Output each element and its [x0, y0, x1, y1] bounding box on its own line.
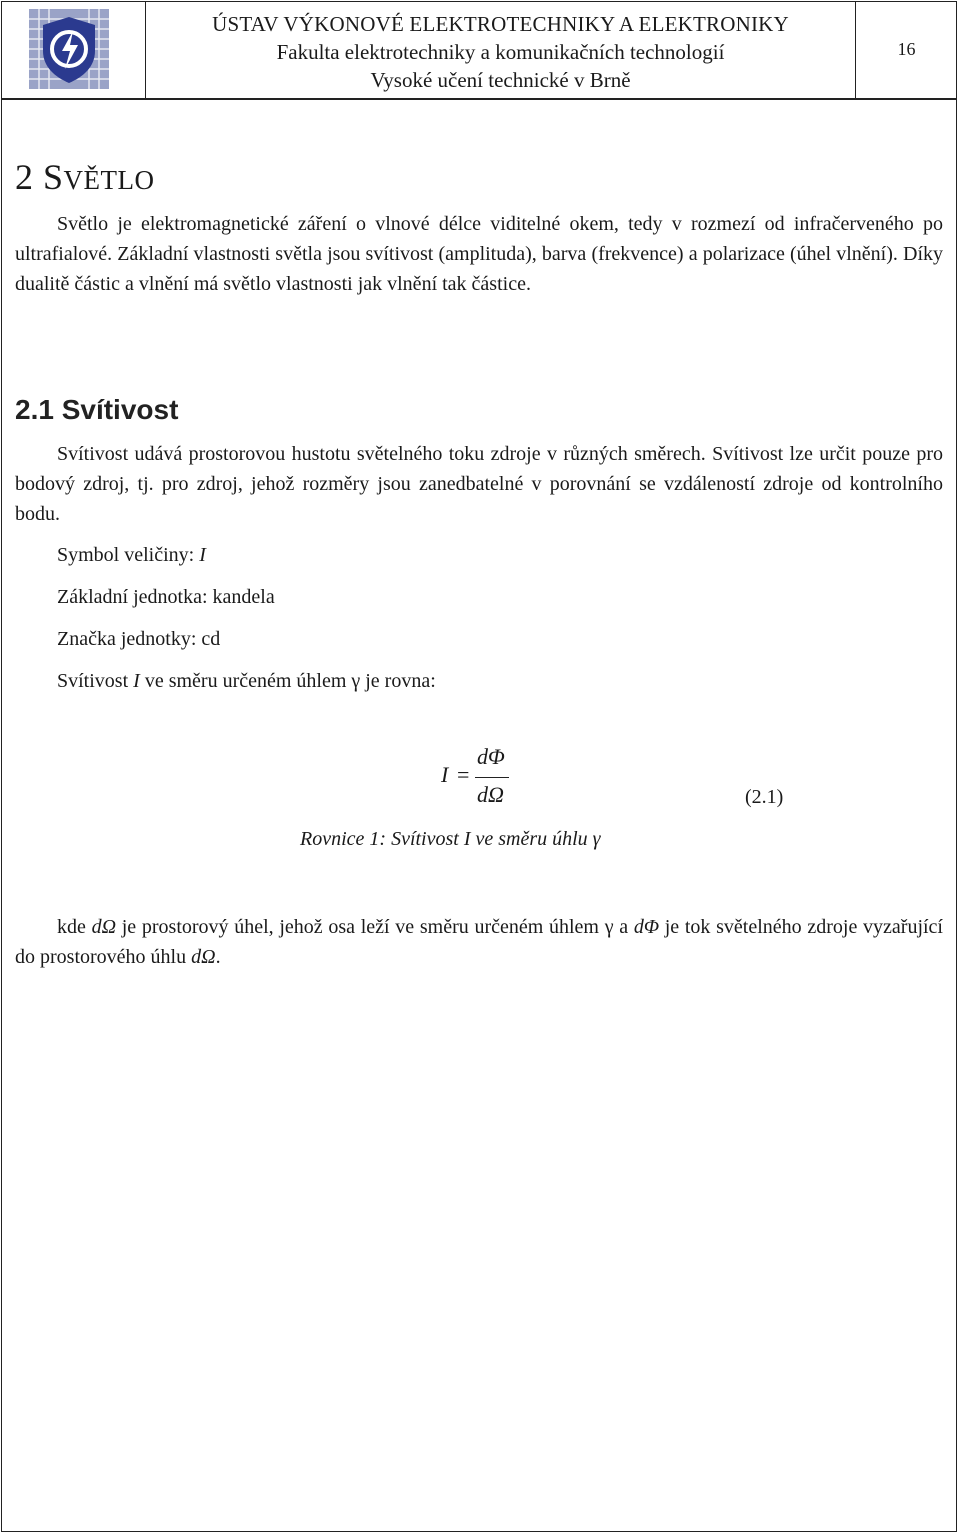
chapter-heading [15, 156, 155, 198]
direction-symbol: I [133, 670, 140, 692]
chapter-number: 2 [15, 157, 34, 197]
section-paragraph-block [15, 439, 943, 529]
intro-paragraph: Světlo je elektromagnetické záření o vlnové délce viditelné okem, tedy v rozmezí od infračerveného po ultrafialové. Základní vlastnosti světla jsou svítivost (amplituda), barva (frekvence) a polarizace (úhel vlnění). Díky dualitě částic a vlnění má světlo vlastnosti jak vlnění tak částice. [15, 213, 943, 295]
explanation-block [15, 912, 943, 972]
equation-formula [425, 744, 525, 812]
page-header [1, 1, 957, 100]
intro-paragraph-block [15, 209, 943, 299]
header-title-block [146, 1, 856, 98]
equation-number: (2.1) [745, 786, 784, 808]
equation-denominator: dΩ [477, 782, 504, 807]
equation-equals: = [457, 762, 470, 787]
direction-prefix: Svítivost [57, 670, 134, 692]
explanation-dphi: dΦ [633, 916, 660, 938]
equation-lhs: I [441, 762, 449, 787]
fraction-bar [475, 777, 509, 778]
symbol-label: Symbol veličiny: [57, 544, 200, 566]
symbol-value: I [199, 544, 206, 566]
unit-line: Základní jednotka: kandela [57, 586, 275, 608]
chapter-title-rest: VĚTLO [63, 165, 155, 195]
logo-cell [1, 1, 146, 98]
explanation-domega-end: dΩ [191, 946, 216, 968]
section-paragraph: Svítivost udává prostorovou hustotu světelného toku zdroje v různých směrech. Svítivost lze určit pouze pro bodový zdroj, tj. pro zdroj, jehož rozměry jsou zanedbatelné v porovnání se vzdáleností zdroje od kontrolního bodu. [15, 443, 943, 525]
header-faculty-title: Fakulta elektrotechniky a komunikačních technologií [276, 40, 725, 64]
equation-caption: Rovnice 1: Svítivost I ve směru úhlu γ [300, 828, 601, 850]
page-number: 16 [897, 39, 916, 59]
university-lightning-logo-icon [29, 9, 109, 89]
chapter-title-initial: S [43, 157, 64, 197]
header-institute-title: ÚSTAV VÝKONOVÉ ELEKTROTECHNIKY A ELEKTRONIKY [212, 12, 789, 36]
direction-line [57, 666, 436, 696]
explanation-part2: je prostorový úhel, jehož osa leží ve směru určeném úhlem γ a [116, 916, 634, 938]
explanation-paragraph [15, 912, 943, 972]
header-university-title: Vysoké učení technické v Brně [370, 68, 631, 92]
explanation-part3: je tok světelného zdroje vyzařující do prostorového úhlu [15, 916, 943, 968]
explanation-part1: kde [57, 916, 92, 938]
section-heading: 2.1 Svítivost [15, 394, 179, 425]
unit-mark-line: Značka jednotky: cd [57, 628, 221, 650]
explanation-domega: dΩ [91, 916, 117, 938]
symbol-line [57, 540, 206, 570]
direction-suffix: ve směru určeném úhlem γ je rovna: [139, 670, 436, 692]
equation-numerator: dΦ [477, 744, 505, 769]
explanation-part4: . [215, 946, 221, 968]
